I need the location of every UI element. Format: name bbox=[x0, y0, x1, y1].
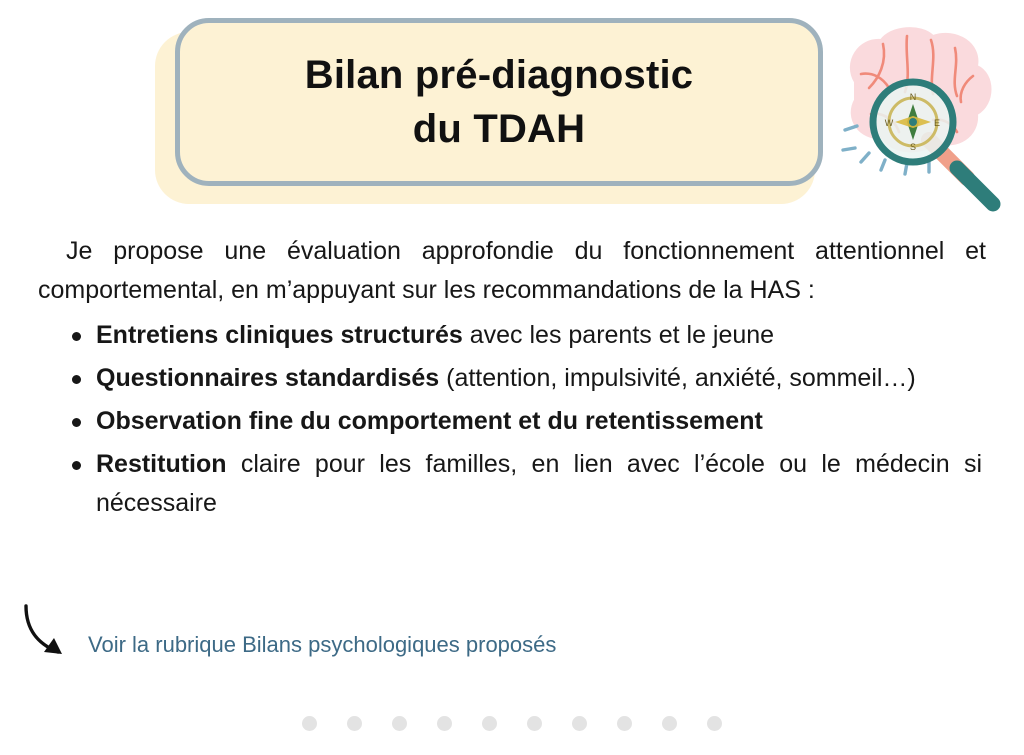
list-item-bold: Observation fine du comportement et du retentissement bbox=[96, 406, 763, 435]
link-row bbox=[20, 600, 720, 670]
decorative-dot-row bbox=[0, 716, 1024, 731]
dot bbox=[707, 716, 722, 731]
dot bbox=[347, 716, 362, 731]
list-item-bold: Restitution bbox=[96, 449, 227, 478]
list-item-rest: (attention, impulsivité, anxiété, sommeil…) bbox=[439, 363, 916, 392]
curved-arrow-icon bbox=[20, 600, 90, 670]
svg-text:S: S bbox=[909, 142, 917, 152]
dot bbox=[617, 716, 632, 731]
list-item-bold: Questionnaires standardisés bbox=[96, 363, 440, 392]
dot bbox=[662, 716, 677, 731]
intro-paragraph: Je propose une évaluation approfondie du fonctionnement attentionnel et comportemental, en m’appuyant sur les recommandations de la HAS : bbox=[38, 237, 986, 304]
list-item bbox=[96, 359, 986, 398]
list-item bbox=[96, 445, 986, 523]
dot bbox=[482, 716, 497, 731]
svg-text:W: W bbox=[884, 118, 894, 128]
dot bbox=[527, 716, 542, 731]
list-item bbox=[96, 316, 986, 355]
list-item bbox=[96, 402, 986, 441]
page-title-line-1: Bilan pré-diagnostic bbox=[304, 53, 694, 97]
list-item-rest: avec les parents et le jeune bbox=[462, 320, 775, 349]
svg-text:E: E bbox=[933, 118, 941, 128]
page-title bbox=[305, 48, 694, 156]
banner-card bbox=[175, 18, 823, 186]
list-item-rest: claire pour les familles, en lien avec l’école ou le médecin si nécessaire bbox=[96, 449, 982, 517]
dot bbox=[437, 716, 452, 731]
dot bbox=[392, 716, 407, 731]
link-bilans-psychologiques[interactable]: Voir la rubrique Bilans psychologiques proposés bbox=[88, 632, 557, 657]
bullet-list bbox=[38, 316, 986, 523]
list-item-bold: Entretiens cliniques structurés bbox=[96, 320, 463, 349]
brain-magnifier-illustration bbox=[825, 22, 1010, 217]
dot bbox=[302, 716, 317, 731]
title-banner bbox=[155, 18, 835, 208]
dot bbox=[572, 716, 587, 731]
svg-text:N: N bbox=[909, 92, 917, 102]
slide-body bbox=[38, 232, 986, 527]
page-title-line-2: du TDAH bbox=[412, 107, 586, 151]
